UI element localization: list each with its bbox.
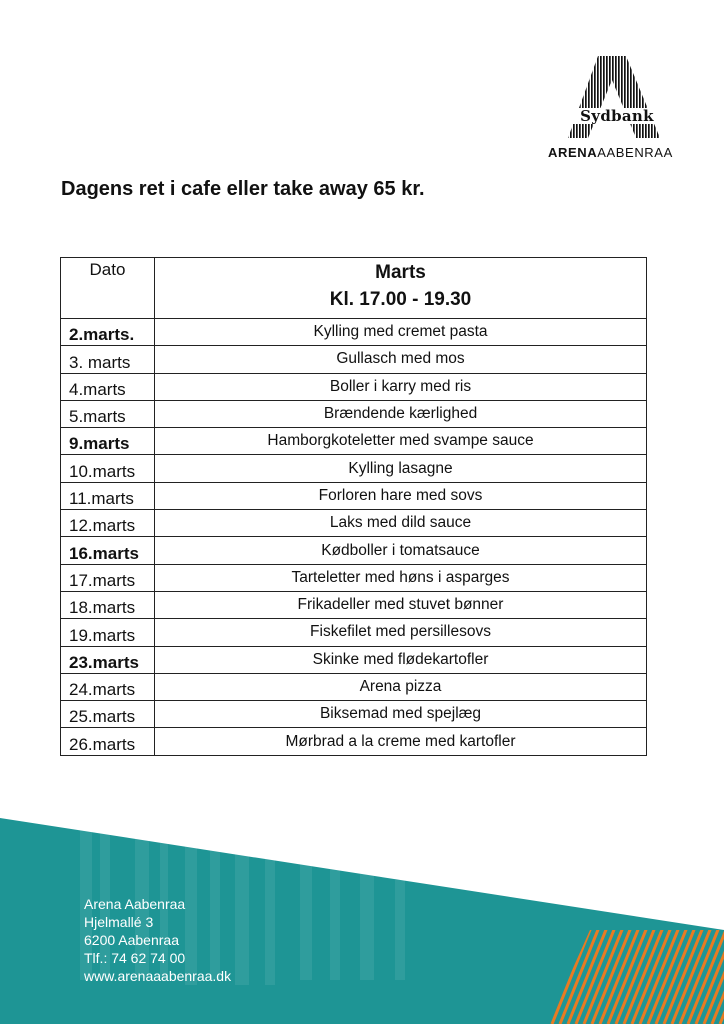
date-cell: 23.marts xyxy=(61,646,155,673)
dish-cell: Tarteletter med høns i asparges xyxy=(155,564,647,591)
table-row xyxy=(61,319,647,346)
date-cell: 2.marts. xyxy=(61,319,155,346)
footer-name: Arena Aabenraa xyxy=(84,896,186,912)
date-cell: 5.marts xyxy=(61,400,155,427)
table-row xyxy=(61,564,647,591)
footer-street: Hjelmallé 3 xyxy=(84,914,154,930)
dish-cell: Arena pizza xyxy=(155,673,647,700)
table-row xyxy=(61,591,647,618)
date-cell: 24.marts xyxy=(61,673,155,700)
sydbank-arena-logo xyxy=(540,52,690,164)
dish-cell: Brændende kærlighed xyxy=(155,400,647,427)
sydbank-label: Sydbank xyxy=(570,108,664,124)
table-row xyxy=(61,646,647,673)
table-row xyxy=(61,673,647,700)
table-row xyxy=(61,428,647,455)
table-row xyxy=(61,701,647,728)
dish-cell: Biksemad med spejlæg xyxy=(155,701,647,728)
page-heading: Dagens ret i cafe eller take away 65 kr. xyxy=(61,178,425,200)
dish-cell: Gullasch med mos xyxy=(155,346,647,373)
arena-a-logo-icon xyxy=(564,52,664,144)
date-cell: 9.marts xyxy=(61,428,155,455)
date-cell: 26.marts xyxy=(61,728,155,755)
date-column-header: Dato xyxy=(61,258,155,319)
footer-city: 6200 Aabenraa xyxy=(84,932,179,948)
date-cell: 4.marts xyxy=(61,373,155,400)
date-cell: 18.marts xyxy=(61,591,155,618)
wordmark-arena: ARENA xyxy=(548,145,598,160)
dish-cell: Frikadeller med stuvet bønner xyxy=(155,591,647,618)
date-cell: 10.marts xyxy=(61,455,155,482)
month-label: Marts xyxy=(375,262,426,283)
date-cell: 12.marts xyxy=(61,510,155,537)
table-row xyxy=(61,728,647,755)
wordmark-aabenraa: AABENRAA xyxy=(597,145,673,160)
dish-cell: Boller i karry med ris xyxy=(155,373,647,400)
dish-cell: Kylling lasagne xyxy=(155,455,647,482)
date-cell: 16.marts xyxy=(61,537,155,564)
dish-cell: Hamborgkoteletter med svampe sauce xyxy=(155,428,647,455)
date-cell: 17.marts xyxy=(61,564,155,591)
table-row xyxy=(61,537,647,564)
table-row xyxy=(61,510,647,537)
dish-cell: Kødboller i tomatsauce xyxy=(155,537,647,564)
footer-website-link[interactable]: www.arenaaabenraa.dk xyxy=(84,968,232,984)
time-label: Kl. 17.00 - 19.30 xyxy=(329,289,472,310)
table-row xyxy=(61,346,647,373)
dish-cell: Laks med dild sauce xyxy=(155,510,647,537)
date-cell: 19.marts xyxy=(61,619,155,646)
date-cell: 25.marts xyxy=(61,701,155,728)
menu-table xyxy=(60,257,647,756)
date-cell: 11.marts xyxy=(61,482,155,509)
dish-cell: Forloren hare med sovs xyxy=(155,482,647,509)
dish-cell: Mørbrad a la creme med kartofler xyxy=(155,728,647,755)
table-row xyxy=(61,373,647,400)
table-header-row xyxy=(61,258,647,319)
dish-cell: Skinke med flødekartofler xyxy=(155,646,647,673)
table-row xyxy=(61,619,647,646)
dish-cell: Kylling med cremet pasta xyxy=(155,319,647,346)
table-row xyxy=(61,482,647,509)
arena-aabenraa-wordmark xyxy=(548,145,673,160)
dish-cell: Fiskefilet med persillesovs xyxy=(155,619,647,646)
date-cell: 3. marts xyxy=(61,346,155,373)
month-header xyxy=(155,258,647,319)
footer-phone: Tlf.: 74 62 74 00 xyxy=(84,950,186,966)
table-row xyxy=(61,455,647,482)
footer-address xyxy=(84,895,231,985)
table-row xyxy=(61,400,647,427)
